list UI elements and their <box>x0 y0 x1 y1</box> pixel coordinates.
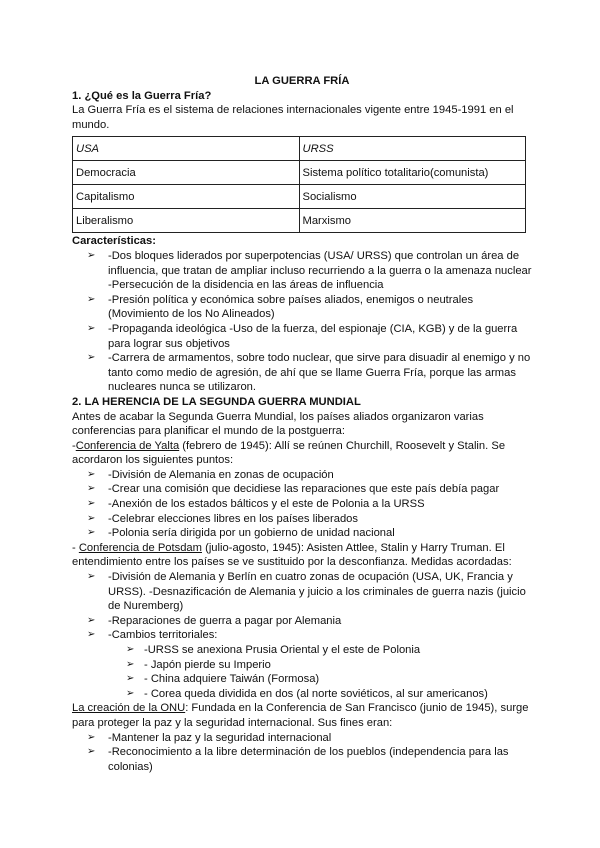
arrow-bullet-icon: ➢ <box>87 468 96 480</box>
list-item: ➢ - China adquiere Taiwán (Formosa) <box>126 673 320 686</box>
arrow-bullet-icon: ➢ <box>126 687 135 699</box>
table-row <box>73 209 526 233</box>
onu-title: La creación de la ONU <box>72 702 186 715</box>
table-row <box>73 185 526 209</box>
list-item: ➢ -Reparaciones de guerra a pagar por Alemania <box>87 614 342 627</box>
list-item: ➢ -Propaganda ideológica -Uso de la fuerza, del espionaje (CIA, KGB) y de la guerra para lograr sus objetivos <box>87 322 518 350</box>
arrow-bullet-icon: ➢ <box>87 746 96 758</box>
arrow-bullet-icon: ➢ <box>87 322 96 334</box>
document-body <box>72 74 532 774</box>
yalta-paragraph: -Conferencia de Yalta (febrero de 1945): Allí se reúnen Churchill, Roosevelt y Stalin. Se acordaron los siguientes puntos: <box>72 439 506 467</box>
arrow-bullet-icon: ➢ <box>87 249 96 261</box>
arrow-bullet-icon: ➢ <box>87 731 96 743</box>
list-item: ➢ -División de Alemania y Berlín en cuatro zonas de ocupación (USA, UK, Francia y URSS). -Desnazificación de Alemania y juicio a los criminales de guerra nazis (juicio de Nuremberg) <box>87 571 526 613</box>
features-heading: Características: <box>72 235 156 248</box>
table-cell: Marxismo <box>299 209 526 233</box>
table-header-row <box>73 137 526 161</box>
features-list <box>72 249 532 395</box>
section1-heading: 1. ¿Qué es la Guerra Fría? <box>72 89 212 102</box>
onu-points <box>72 731 532 775</box>
list-item: ➢ -Polonia sería dirigida por un gobierno de unidad nacional <box>87 527 395 540</box>
list-item: ➢ -División de Alemania en zonas de ocupación <box>87 468 334 481</box>
arrow-bullet-icon: ➢ <box>87 293 96 305</box>
list-item: ➢ - Corea queda dividida en dos (al norte soviéticos, al sur americanos) <box>126 687 488 700</box>
table-cell: Socialismo <box>299 185 526 209</box>
arrow-bullet-icon: ➢ <box>87 614 96 626</box>
list-item: ➢ -Dos bloques liderados por superpotencias (USA/ URSS) que controlan un área de influencia, que tratan de ampliar incluso recurriendo a la guerra o la amenaza nuclear -Persecución de la disidencia en las áreas de influencia <box>87 249 532 292</box>
list-item: ➢ -Anexión de los estados bálticos y el este de Polonia a la URSS <box>87 498 425 511</box>
table-row <box>73 161 526 185</box>
list-item: ➢ - Japón pierde su Imperio <box>126 658 271 671</box>
list-item: ➢ -Celebrar elecciones libres en los países liberados <box>87 512 358 525</box>
arrow-bullet-icon: ➢ <box>87 483 96 495</box>
arrow-bullet-icon: ➢ <box>87 498 96 510</box>
list-item: ➢ -Cambios territoriales: <box>87 629 218 642</box>
arrow-bullet-icon: ➢ <box>126 673 135 685</box>
yalta-conference-name: Conferencia de Yalta <box>75 439 180 452</box>
yalta-points <box>72 468 532 541</box>
arrow-bullet-icon: ➢ <box>126 644 135 655</box>
table-cell: Sistema político totalitario(comunista) <box>299 161 526 185</box>
list-item: ➢ -Crear una comisión que decidiese las reparaciones que este país debía pagar <box>87 483 500 496</box>
list-item: ➢ -Carrera de armamentos, sobre todo nuclear, que sirve para disuadir al enemigo y no tanto como medio de agresión, de ahí que se llame Guerra Fría, porque las armas nucleares nunca se utilizaron. <box>87 352 531 394</box>
arrow-bullet-icon: ➢ <box>87 571 96 583</box>
comparison-table <box>72 136 526 233</box>
list-item: ➢ -Reconocimiento a la libre determinación de los pueblos (independencia para las colonias) <box>87 746 509 773</box>
arrow-bullet-icon: ➢ <box>126 658 135 670</box>
table-cell: Liberalismo <box>73 209 300 233</box>
document-title: LA GUERRA FRÍA <box>254 75 350 87</box>
list-item: ➢ -URSS se anexiona Prusia Oriental y el este de Polonia <box>126 644 421 656</box>
onu-paragraph: La creación de la ONU: Fundada en la Conferencia de San Francisco (junio de 1945), surge para proteger la paz y la seguridad internacional. Sus fines eran: <box>72 702 529 729</box>
arrow-bullet-icon: ➢ <box>87 629 96 641</box>
table-header-urss: URSS <box>299 137 526 161</box>
section1-intro: La Guerra Fría es el sistema de relaciones internacionales vigente entre 1945-1991 en el mundo. <box>72 104 514 131</box>
list-item: ➢ -Mantener la paz y la seguridad internacional <box>87 731 332 744</box>
arrow-bullet-icon: ➢ <box>87 527 96 539</box>
section2-heading: 2. LA HERENCIA DE LA SEGUNDA GUERRA MUNDIAL <box>72 395 361 408</box>
list-item: ➢ -Presión política y económica sobre países aliados, enemigos o neutrales (Movimiento de los No Alineados) <box>87 293 474 321</box>
potsdam-paragraph: - Conferencia de Potsdam (julio-agosto, 1945): Asisten Attlee, Stalin y Harry Truman. El entendimiento entre los países se ve sustituido por la desconfianza. Medidas acordadas: <box>72 541 512 569</box>
table-cell: Capitalismo <box>73 185 300 209</box>
potsdam-points <box>72 570 532 701</box>
arrow-bullet-icon: ➢ <box>87 512 96 524</box>
arrow-bullet-icon: ➢ <box>87 352 96 364</box>
section2-intro: Antes de acabar la Segunda Guerra Mundial, los países aliados organizaron varias conferencias para planificar el mundo de la postguerra: <box>72 410 484 438</box>
table-header-usa: USA <box>73 137 300 161</box>
potsdam-conference-name: Conferencia de Potsdam <box>78 541 202 554</box>
table-cell: Democracia <box>73 161 300 185</box>
